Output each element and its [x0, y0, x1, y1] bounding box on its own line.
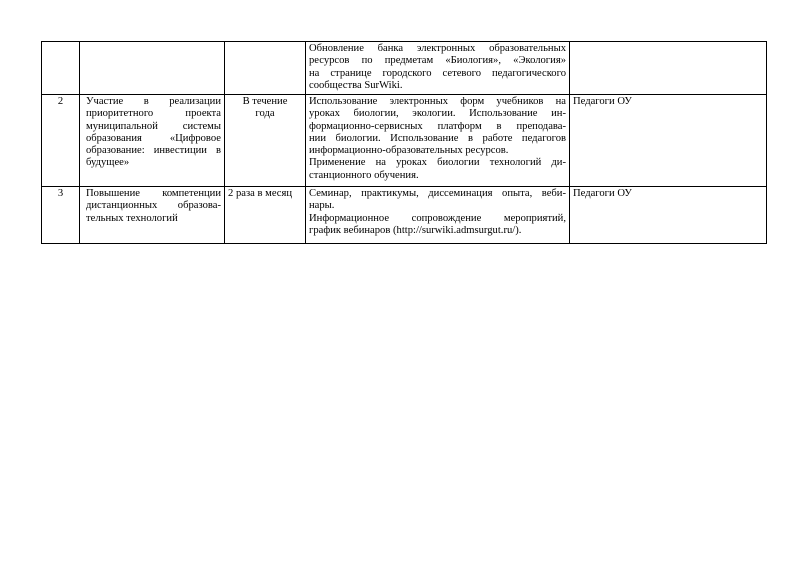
result-cell	[306, 42, 570, 95]
row-number-cell: 3	[42, 187, 80, 244]
result-line: сообщества SurWiki.	[309, 79, 403, 91]
activity-line: будущее»	[86, 157, 130, 169]
result-line: Информационное сопровождение мероприятий,	[309, 212, 566, 224]
result-line: нары.	[309, 200, 335, 212]
row-number-cell	[42, 42, 80, 95]
result-line: Семинар, практикумы, диссеминация опыта, веби-	[309, 188, 566, 199]
result-line: Использование электронных форм учебников на	[309, 96, 566, 107]
activity-line: дистанционных образова-	[86, 200, 221, 212]
result-line: формационно-сервисных платформ в преподава-	[309, 120, 566, 132]
activity-line: тельных технологий	[86, 212, 178, 224]
result-line: Обновление банка электронных образовательных	[309, 43, 566, 54]
activity-line: образования «Цифровое	[86, 132, 221, 144]
table-row	[42, 187, 767, 244]
activity-cell	[80, 95, 225, 187]
result-line: уроках биологии, экологии. Использование ин-	[309, 108, 566, 120]
activity-line: муниципальной системы	[86, 120, 221, 132]
timing-line: В течение	[242, 96, 288, 107]
result-cell	[306, 187, 570, 244]
responsible-cell: Педагоги ОУ	[570, 187, 767, 244]
result-line: Применение на уроках биологии технологий ди-	[309, 157, 566, 169]
activity-cell	[80, 42, 225, 95]
table-row	[42, 95, 767, 187]
timing-cell	[225, 187, 306, 244]
activity-line: Повышение компетенции	[86, 188, 221, 199]
result-line: график вебинаров (http://surwiki.admsurgut.ru/).	[309, 224, 522, 236]
result-cell	[306, 95, 570, 187]
table-row	[42, 42, 767, 95]
timing-cell	[225, 42, 306, 95]
activity-line: приоритетного проекта	[86, 108, 221, 120]
activity-line: Участие в реализации	[86, 96, 221, 107]
timing-cell	[225, 95, 306, 187]
result-line: ресурсов по предметам «Биология», «Экология»	[309, 55, 566, 67]
row-number-cell: 2	[42, 95, 80, 187]
result-line: на странице городского сетевого педагогического	[309, 67, 566, 79]
timing-line: года	[255, 108, 275, 120]
responsible-cell: Педагоги ОУ	[570, 95, 767, 187]
result-line: информационно-образовательных ресурсов.	[309, 145, 509, 157]
activity-cell	[80, 187, 225, 244]
timing-line: 2 раза в месяц	[228, 188, 293, 199]
plan-table	[41, 41, 767, 244]
responsible-cell	[570, 42, 767, 95]
result-line: нии биологии. Использование в работе педагогов	[309, 132, 566, 144]
result-line: станционного обучения.	[309, 169, 419, 181]
activity-line: образование: инвестиции в	[86, 145, 221, 157]
